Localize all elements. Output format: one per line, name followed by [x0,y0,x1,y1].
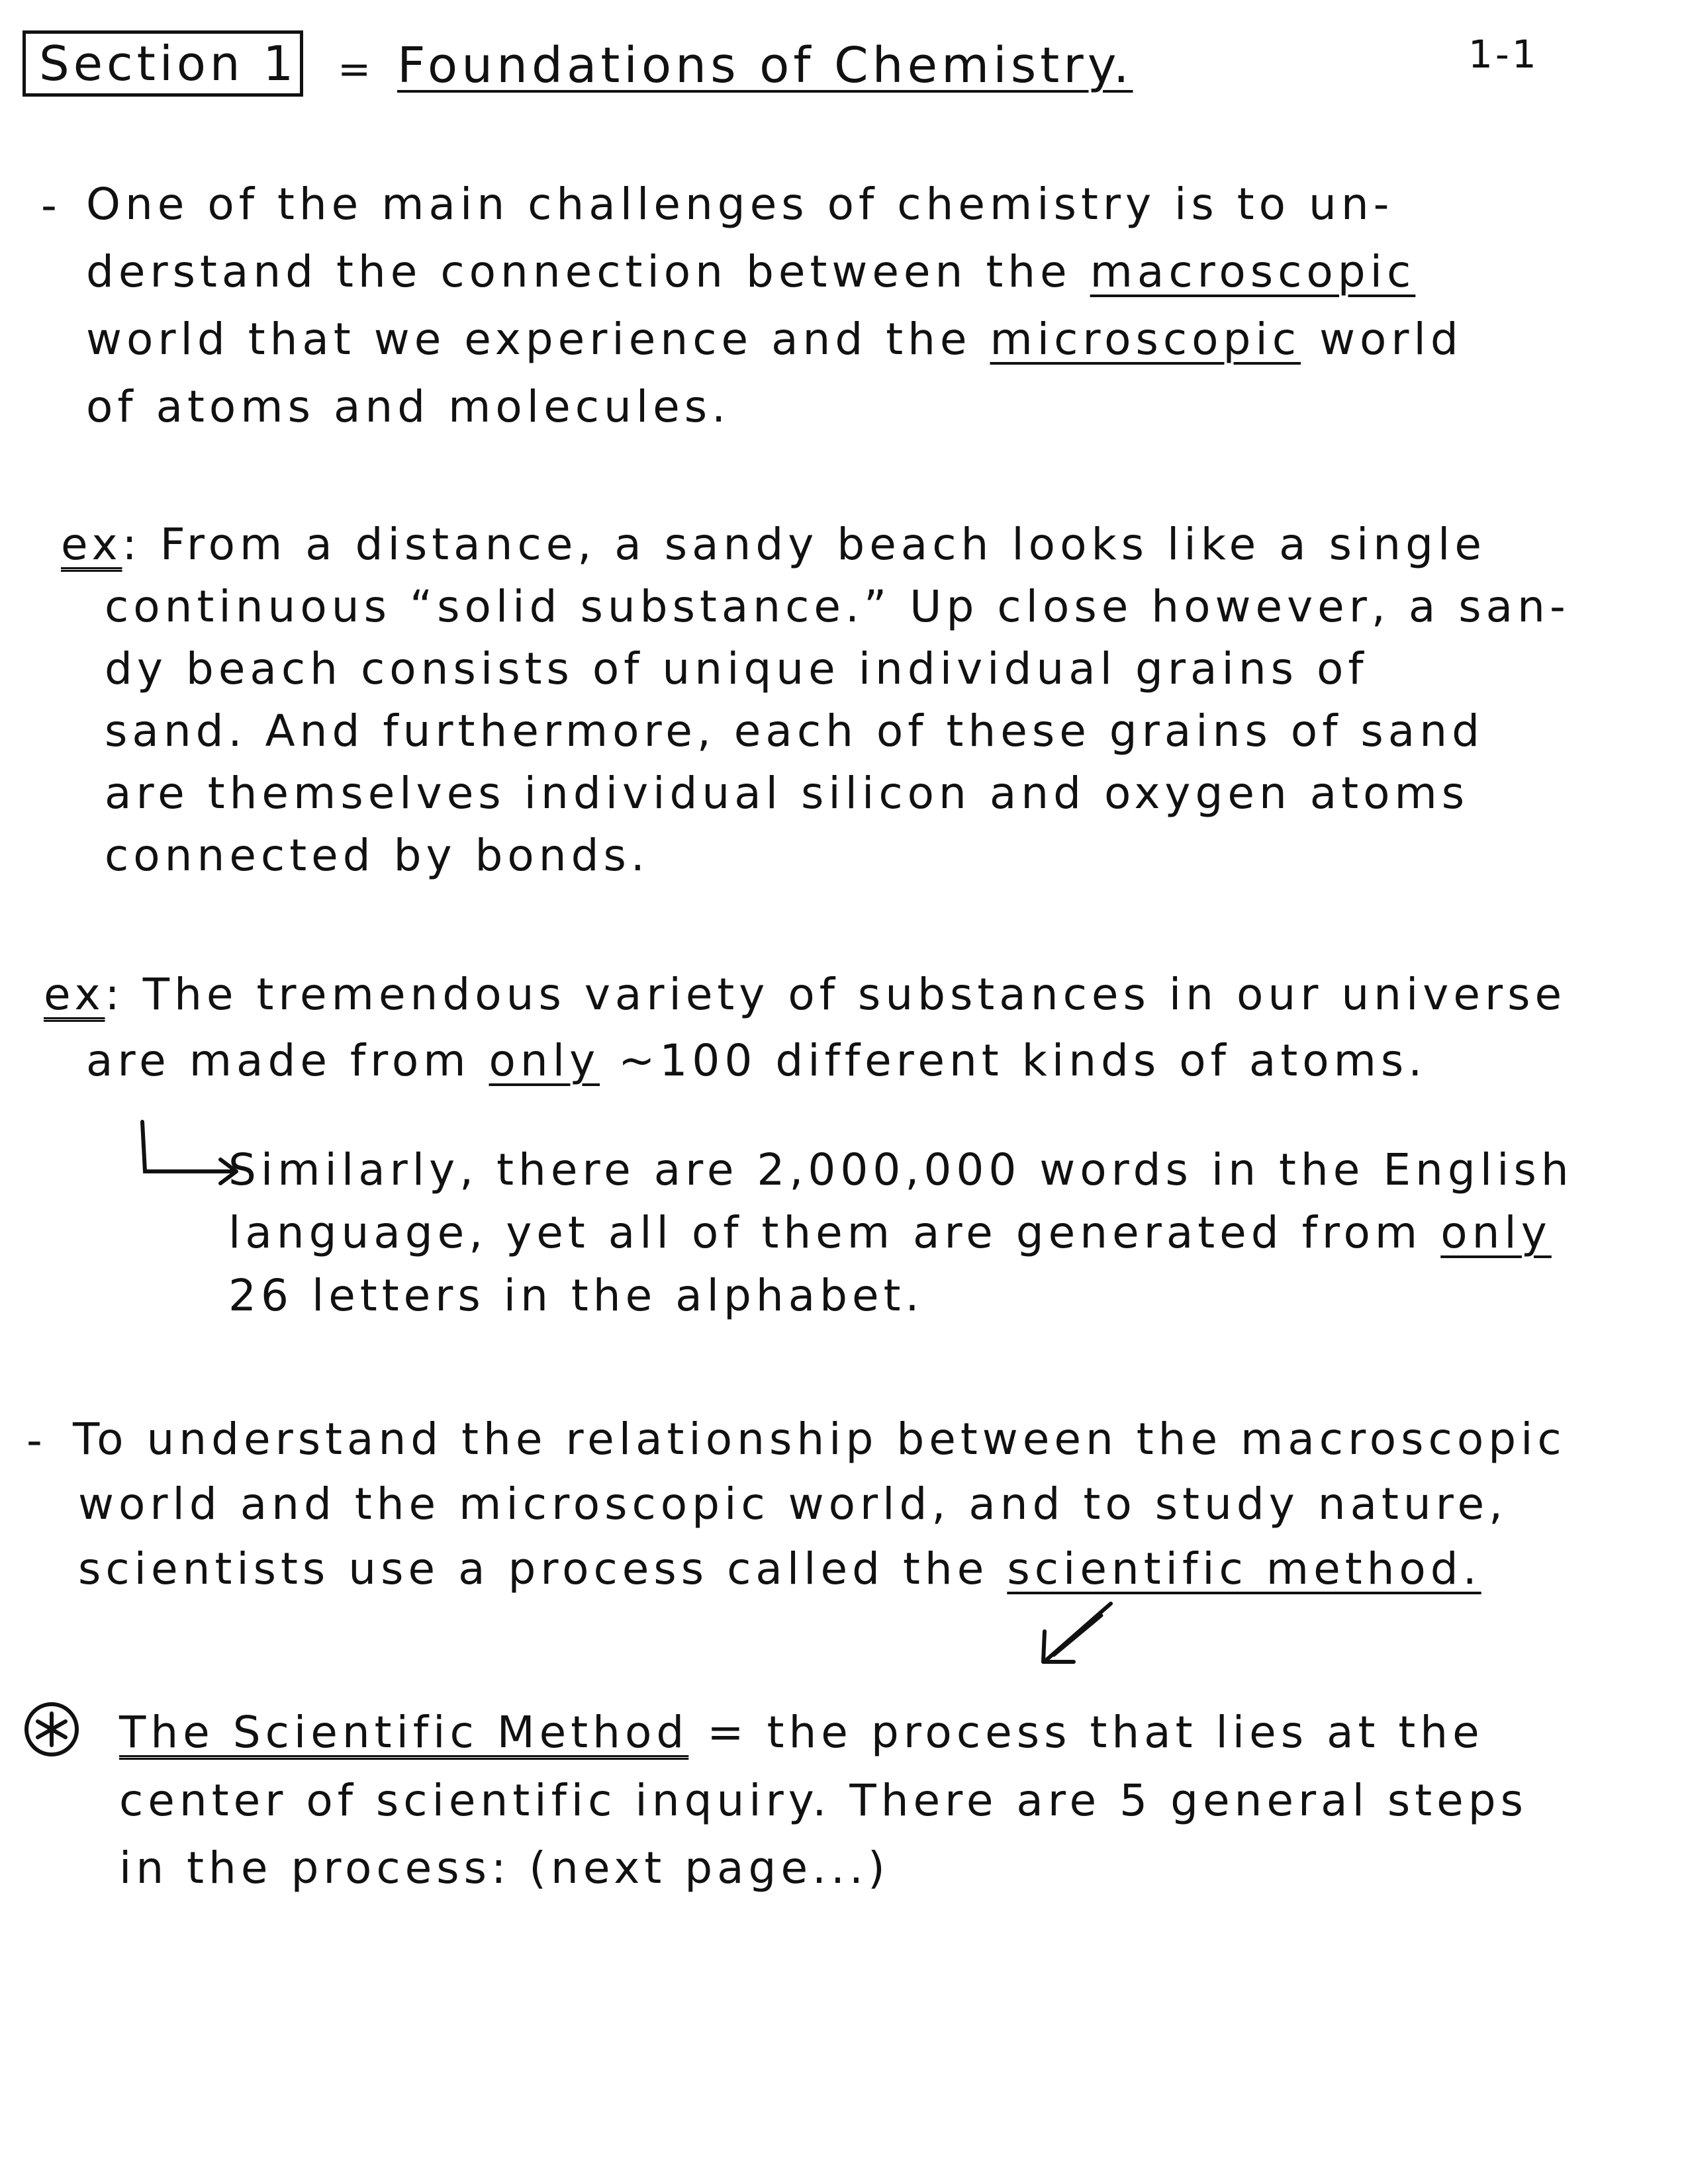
section-label-text: Section 1 [39,36,298,91]
para1-line3 [86,314,1463,365]
section-label [23,30,303,97]
para2-line1: To understand the relationship between the macroscopic [73,1414,1566,1465]
term-only-2: only [1440,1207,1552,1258]
term-the-scientific-method: The Scientific Method [119,1707,689,1758]
example1-line6: connected by bonds. [105,830,649,881]
para1-line1: One of the main challenges of chemistry is to un- [86,179,1394,230]
title-equals-sign: = [338,46,371,93]
example1-line3: dy beach consists of unique individual grains of [105,643,1368,694]
example1-label: ex [61,519,122,570]
term-microscopic: microscopic [990,314,1301,365]
term-only: only [489,1035,600,1086]
example1-line1-text: From a distance, a sandy beach looks like a single [160,519,1486,570]
down-left-arrow-icon [1033,1598,1119,1671]
example2-sub-line1: Similarly, there are 2,000,000 words in the English [228,1144,1573,1195]
para1-line2-text: derstand the connection between the [86,246,1072,297]
para1-line2 [86,246,1416,297]
example2-line1-text: The tremendous variety of substances in our universe [142,969,1567,1020]
para2-line2: world and the microscopic world, and to study nature, [78,1479,1508,1529]
term-macroscopic: macroscopic [1090,246,1416,297]
example2-line1 [44,969,1567,1020]
example2-sub-line2 [228,1207,1552,1258]
page-title: Foundations of Chemistry. [397,37,1133,94]
para2-line3 [78,1543,1481,1594]
example1-line5: are themselves individual silicon and oxygen atoms [105,768,1470,819]
sci-method-line1 [119,1707,1484,1758]
example2-sub-line2-pre: language, yet all of them are generated from [228,1207,1423,1258]
example2-colon: : [105,969,124,1020]
bullet-dash: - [41,180,57,231]
example1-line4: sand. And furthermore, each of these grains of sand [105,705,1484,756]
para1-line4: of atoms and molecules. [86,381,731,432]
asterisk-circle-icon [20,1698,83,1761]
bullet-dash: - [26,1415,42,1466]
example2-line2-post: ~100 different kinds of atoms. [618,1035,1427,1086]
example2-line2 [86,1035,1427,1086]
para2-line3-pre: scientists use a process called the [78,1543,989,1594]
example2-line2-pre: are made from [86,1035,471,1086]
example1-line2: continuous “solid substance.” Up close however, a san- [105,581,1570,632]
sci-method-line2: center of scientific inquiry. There are 5 general steps [119,1775,1528,1826]
para1-line3-post: world [1319,314,1463,365]
example1-colon: : [122,519,142,570]
sci-method-line3: in the process: (next page...) [119,1843,890,1893]
sci-method-line1-post: the process that lies at the [767,1707,1484,1758]
para1-line3-pre: world that we experience and the [86,314,972,365]
example1-line1 [61,519,1486,570]
example2-sub-line3: 26 letters in the alphabet. [228,1270,924,1321]
example2-label: ex [44,969,105,1020]
term-scientific-method: scientific method. [1007,1543,1481,1594]
page-number: 1-1 [1468,32,1539,77]
sci-method-equals: = [707,1707,749,1758]
